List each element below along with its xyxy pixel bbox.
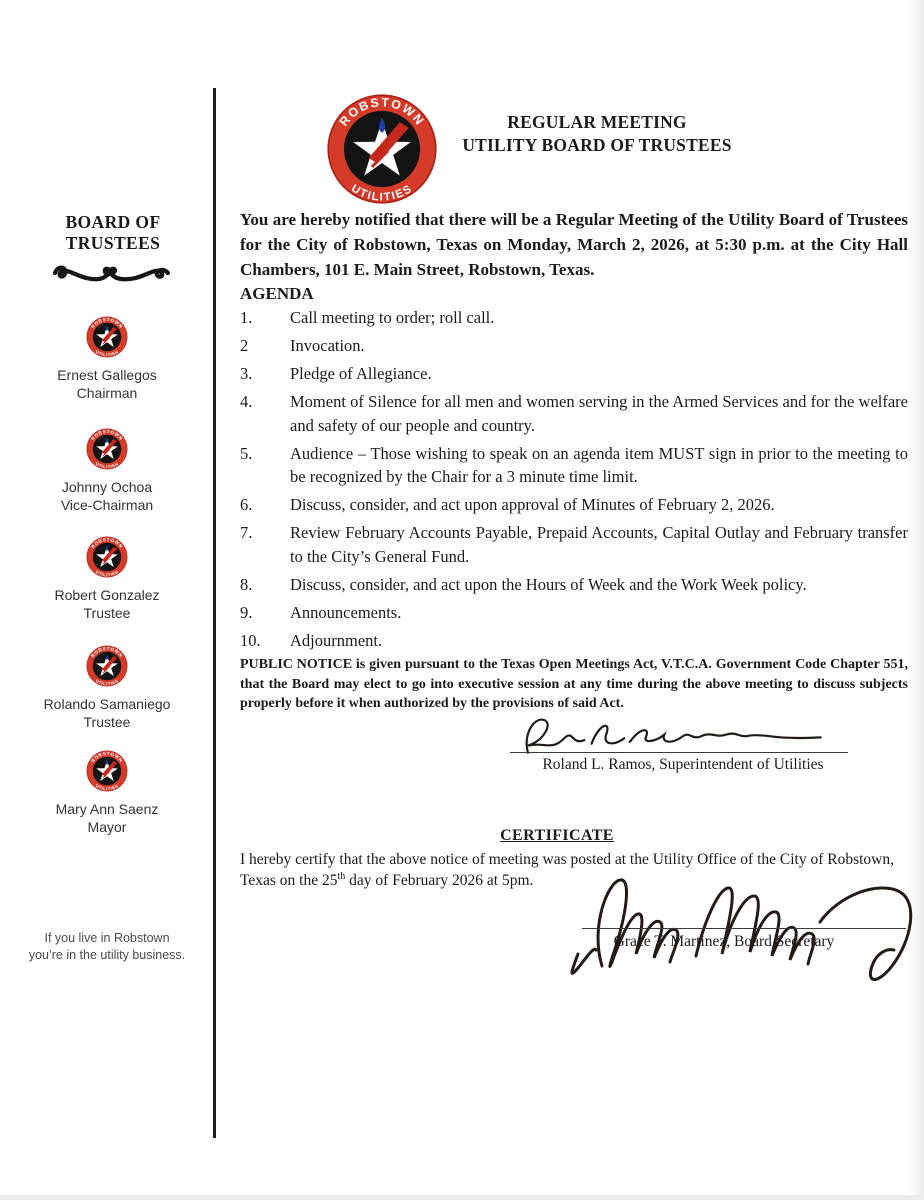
robstown-utilities-logo-icon <box>86 428 128 470</box>
agenda-item-text: Discuss, consider, and act upon approval of Minutes of February 2, 2026. <box>290 495 775 514</box>
scan-edge-bottom <box>0 1195 924 1200</box>
martinez-signature <box>568 866 918 994</box>
agenda-item-number: 10. <box>240 630 261 650</box>
certificate-text-before: I hereby certify that the above notice of meeting was posted at the Utility Office of the City of Robstown, Texas on the 25 <box>240 851 894 889</box>
agenda-item-text: Audience – Those wishing to speak on an agenda item MUST sign in prior to the meeting to be recognized by the Chair for a 3 minute time limit. <box>290 443 908 486</box>
agenda-item-text: Review February Accounts Payable, Prepaid Accounts, Capital Outlay and February transfer to the City’s General Fund. <box>290 523 908 566</box>
robstown-utilities-logo-icon <box>86 536 128 578</box>
agenda-item-number: 7. <box>240 523 253 542</box>
sidebar-heading-line1: BOARD OF <box>65 212 161 232</box>
scan-edge-right <box>908 0 924 1200</box>
agenda-item <box>240 601 908 625</box>
page-title <box>372 111 822 156</box>
member-name: Robert Gonzalez <box>54 587 160 603</box>
agenda-item <box>240 573 908 597</box>
agenda-item <box>240 390 908 437</box>
agenda-item <box>240 521 908 568</box>
meeting-notice-paragraph: You are hereby notified that there will be a Regular Meeting of the Utility Board of Trustees for the City of Robstown, Texas on Monday, March 2, 2026, at 5:30 p.m. at the City Hall Chambers, 101 E. Main Street, Robstown, Texas. <box>240 210 908 279</box>
agenda-item-number: 8. <box>240 574 253 594</box>
board-member <box>7 536 207 622</box>
agenda-item-text: Adjournment. <box>290 630 383 650</box>
board-member <box>7 316 207 402</box>
agenda-item-number: 5. <box>240 443 253 463</box>
agenda-item-text: Discuss, consider, and act upon the Hours of Week and the Work Week policy. <box>290 574 807 594</box>
tagline-line1: If you live in Robstown <box>44 931 170 945</box>
agenda-item-text: Pledge of Allegiance. <box>290 364 432 383</box>
title-line2: UTILITY BOARD OF TRUSTEES <box>462 134 732 155</box>
agenda-item-number: 9. <box>240 602 253 622</box>
certificate-ordinal-suffix: th <box>337 870 346 882</box>
public-notice-paragraph: PUBLIC NOTICE is given pursuant to the Texas Open Meetings Act, V.T.C.A. Government Code Chapter 551, that the Board may elect to go into executive session at any time during the above meeting to discuss subjects properly before it when authorized by the provisions of said Act. <box>240 657 908 711</box>
robstown-utilities-logo-icon <box>86 645 128 687</box>
agenda-item-number: 3. <box>240 364 253 383</box>
agenda-item <box>240 493 908 517</box>
member-name: Johnny Ochoa <box>61 479 153 495</box>
agenda-item-text: Announcements. <box>290 602 402 622</box>
member-name: Rolando Samaniego <box>43 696 171 712</box>
agenda-item-text: Invocation. <box>290 336 365 355</box>
agenda-item-number: 2 <box>240 336 249 355</box>
agenda-item-number: 6. <box>240 495 253 514</box>
agenda-item <box>240 442 908 489</box>
agenda-list <box>240 306 908 657</box>
board-member <box>7 645 207 731</box>
secretary-name: Grace T. Martinez, Board Secretary <box>613 933 835 950</box>
ramos-signature <box>505 711 850 761</box>
robstown-utilities-logo-icon <box>86 316 128 358</box>
robstown-utilities-logo-icon <box>86 750 128 792</box>
board-members-list <box>0 0 214 900</box>
member-title: Trustee <box>83 714 131 730</box>
agenda-item-text: Call meeting to order; roll call. <box>290 308 495 327</box>
member-name: Mary Ann Saenz <box>55 801 159 817</box>
sidebar-heading-line2: TRUSTEES <box>65 233 161 253</box>
member-title: Mayor <box>87 819 127 835</box>
signature-line <box>510 752 848 753</box>
agenda-item-text: Moment of Silence for all men and women serving in the Armed Services and for the welfare and safety of our people and country. <box>290 392 908 435</box>
member-name: Ernest Gallegos <box>57 367 157 383</box>
certificate-heading: CERTIFICATE <box>500 827 614 844</box>
agenda-item <box>240 306 908 330</box>
agenda-item <box>240 629 908 653</box>
agenda-item-number: 1. <box>240 308 253 327</box>
utility-tagline <box>7 930 207 964</box>
member-title: Chairman <box>76 385 138 401</box>
superintendent-name: Roland L. Ramos, Superintendent of Utilities <box>542 756 824 773</box>
agenda-heading: AGENDA <box>240 284 314 303</box>
agenda-item-number: 4. <box>240 392 253 411</box>
agenda-item <box>240 334 908 358</box>
tagline-line2: you’re in the utility business. <box>28 948 186 962</box>
signature-line <box>582 928 906 929</box>
certificate-text-after: day of February 2026 at 5pm. <box>345 872 534 889</box>
agenda-item <box>240 362 908 386</box>
board-member <box>7 750 207 836</box>
title-line1: REGULAR MEETING <box>507 112 687 132</box>
member-title: Vice-Chairman <box>60 497 154 513</box>
board-member <box>7 428 207 514</box>
member-title: Trustee <box>83 605 131 621</box>
